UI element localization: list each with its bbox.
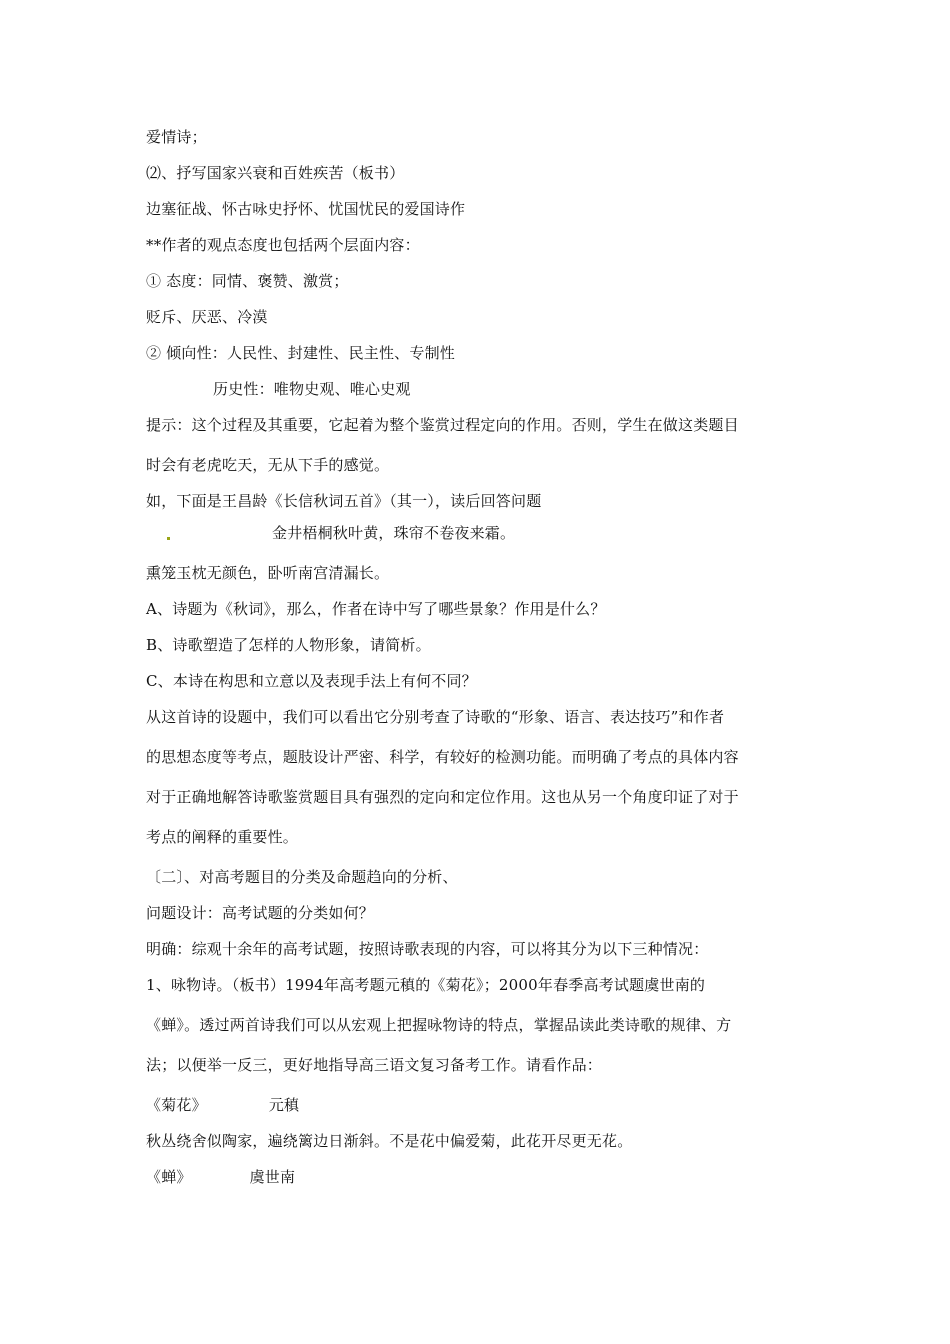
text-line: 从这首诗的设题中，我们可以看出它分别考查了诗歌的“形象、语言、表达技巧”和作者 <box>146 708 725 726</box>
text-line: 边塞征战、怀古咏史抒怀、忧国忧民的爱国诗作 <box>146 200 466 218</box>
text-line: ② 倾向性：人民性、封建性、民主性、专制性 <box>146 344 455 362</box>
text-line: 考点的阐释的重要性。 <box>146 828 299 846</box>
text-line: 问题设计：高考试题的分类如何？ <box>146 904 375 922</box>
text-line: 时会有老虎吃天，无从下手的感觉。 <box>146 456 390 474</box>
text-line: 如，下面是王昌龄《长信秋词五首》（其一），读后回答问题 <box>146 492 542 510</box>
question-b: B、诗歌塑造了怎样的人物形象，请简析。 <box>146 636 431 654</box>
text-line: ⑵、抒写国家兴衰和百姓疾苦（板书） <box>146 164 405 182</box>
poem-heading <box>146 1167 295 1187</box>
text-line: 1、咏物诗。（板书）1994年高考题元稹的《菊花》；2000年春季高考试题虞世南的 <box>146 976 706 994</box>
text-line: 《蝉》。透过两首诗我们可以从宏观上把握咏物诗的特点，掌握品读此类诗歌的规律、方 <box>146 1016 732 1034</box>
text-line: 贬斥、厌恶、冷漠 <box>146 308 268 326</box>
text-line: 明确：综观十余年的高考试题，按照诗歌表现的内容，可以将其分为以下三种情况： <box>146 940 709 958</box>
text-line: 法；以便举一反三，更好地指导高三语文复习备考工作。请看作品： <box>146 1056 603 1074</box>
text-line: 的思想态度等考点，题肢设计严密、科学，有较好的检测功能。而明确了考点的具体内容 <box>146 748 739 766</box>
text-line: ① 态度：同情、褒赞、激赏； <box>146 272 349 290</box>
text-line: **作者的观点态度也包括两个层面内容： <box>146 236 420 254</box>
poem-heading <box>146 1095 299 1115</box>
text-line: 对于正确地解答诗歌鉴赏题目具有强烈的定向和定位作用。这也从另一个角度印证了对于 <box>146 788 739 806</box>
poem-line: 熏笼玉枕无颜色，卧听南宫清漏长。 <box>146 564 390 582</box>
question-a: A、诗题为《秋词》，那么，作者在诗中写了哪些景象？作用是什么？ <box>146 600 606 618</box>
poem-title: 《蝉》 <box>146 1168 192 1186</box>
poem-line: 金井梧桐秋叶黄，珠帘不卷夜来霜。 <box>272 524 516 542</box>
question-c: C、本诗在构思和立意以及表现手法上有何不同？ <box>146 672 477 690</box>
poem-title: 《菊花》 <box>146 1096 207 1114</box>
text-line: 爱情诗； <box>146 128 207 146</box>
highlight-marker <box>167 537 170 540</box>
poem-author: 虞世南 <box>249 1168 296 1186</box>
text-line: 提示：这个过程及其重要，它起着为整个鉴赏过程定向的作用。否则，学生在做这类题目 <box>146 416 739 434</box>
poem-author: 元稹 <box>268 1096 300 1114</box>
poem-line: 秋丛绕舍似陶家，遍绕篱边日渐斜。不是花中偏爱菊，此花开尽更无花。 <box>146 1132 633 1150</box>
text-line: 历史性：唯物史观、唯心史观 <box>213 380 411 398</box>
section-heading: 〔二〕、对高考题目的分类及命题趋向的分析、 <box>146 868 458 886</box>
